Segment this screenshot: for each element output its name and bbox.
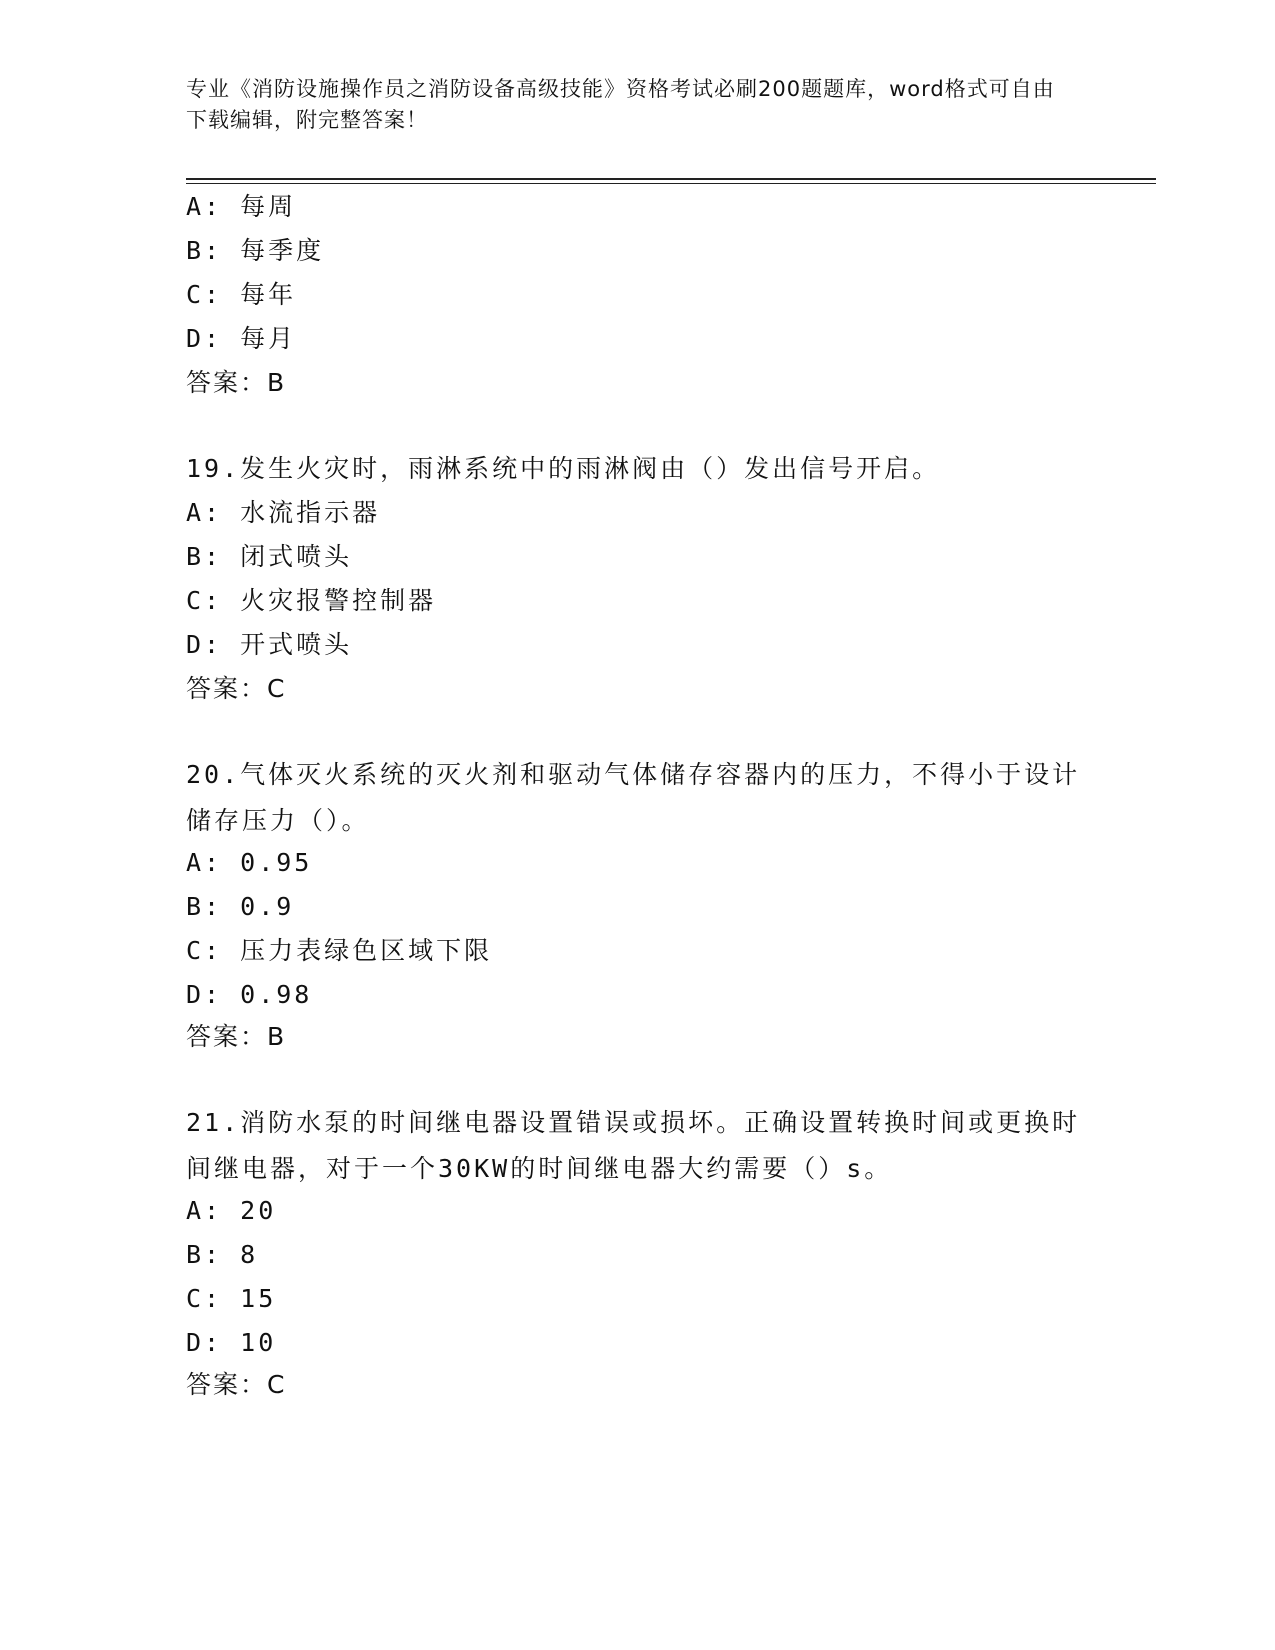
header-divider-thin [186, 183, 1156, 184]
question-20-stem: 20.气体灭火系统的灭火剂和驱动气体储存容器内的压力，不得小于设计储存压力（）。 [186, 760, 1081, 835]
option-d: D: 10 [186, 1328, 277, 1357]
option-d: D: 每月 [186, 324, 297, 353]
option-b: B: 8 [186, 1240, 259, 1269]
option-a: A: 水流指示器 [186, 498, 381, 527]
answer-label: 答案：B [186, 1022, 287, 1051]
option-c: C: 火灾报警控制器 [186, 586, 437, 615]
document-header: 专业《消防设施操作员之消防设备高级技能》资格考试必刷200题题库，word格式可自由下载编辑，附完整答案！ [186, 77, 1055, 132]
option-a: A: 0.95 [186, 848, 313, 877]
option-c: C: 每年 [186, 280, 297, 309]
question-21-stem: 21.消防水泵的时间继电器设置错误或损坏。正确设置转换时间或更换时间继电器，对于一个30KW的时间继电器大约需要（）s。 [186, 1108, 1081, 1183]
option-d: D: 开式喷头 [186, 630, 353, 659]
option-c: C: 15 [186, 1284, 277, 1313]
option-b: B: 每季度 [186, 236, 325, 265]
option-b: B: 闭式喷头 [186, 542, 353, 571]
option-c: C: 压力表绿色区域下限 [186, 936, 493, 965]
header-divider-thick [186, 178, 1156, 180]
option-a: A: 20 [186, 1196, 277, 1225]
option-d: D: 0.98 [186, 980, 313, 1009]
answer-label: 答案：C [186, 674, 287, 703]
question-19-stem: 19.发生火灾时，雨淋系统中的雨淋阀由（）发出信号开启。 [186, 454, 941, 483]
answer-label: 答案：B [186, 368, 287, 397]
option-b: B: 0.9 [186, 892, 295, 921]
answer-label: 答案：C [186, 1370, 287, 1399]
option-a: A: 每周 [186, 192, 297, 221]
